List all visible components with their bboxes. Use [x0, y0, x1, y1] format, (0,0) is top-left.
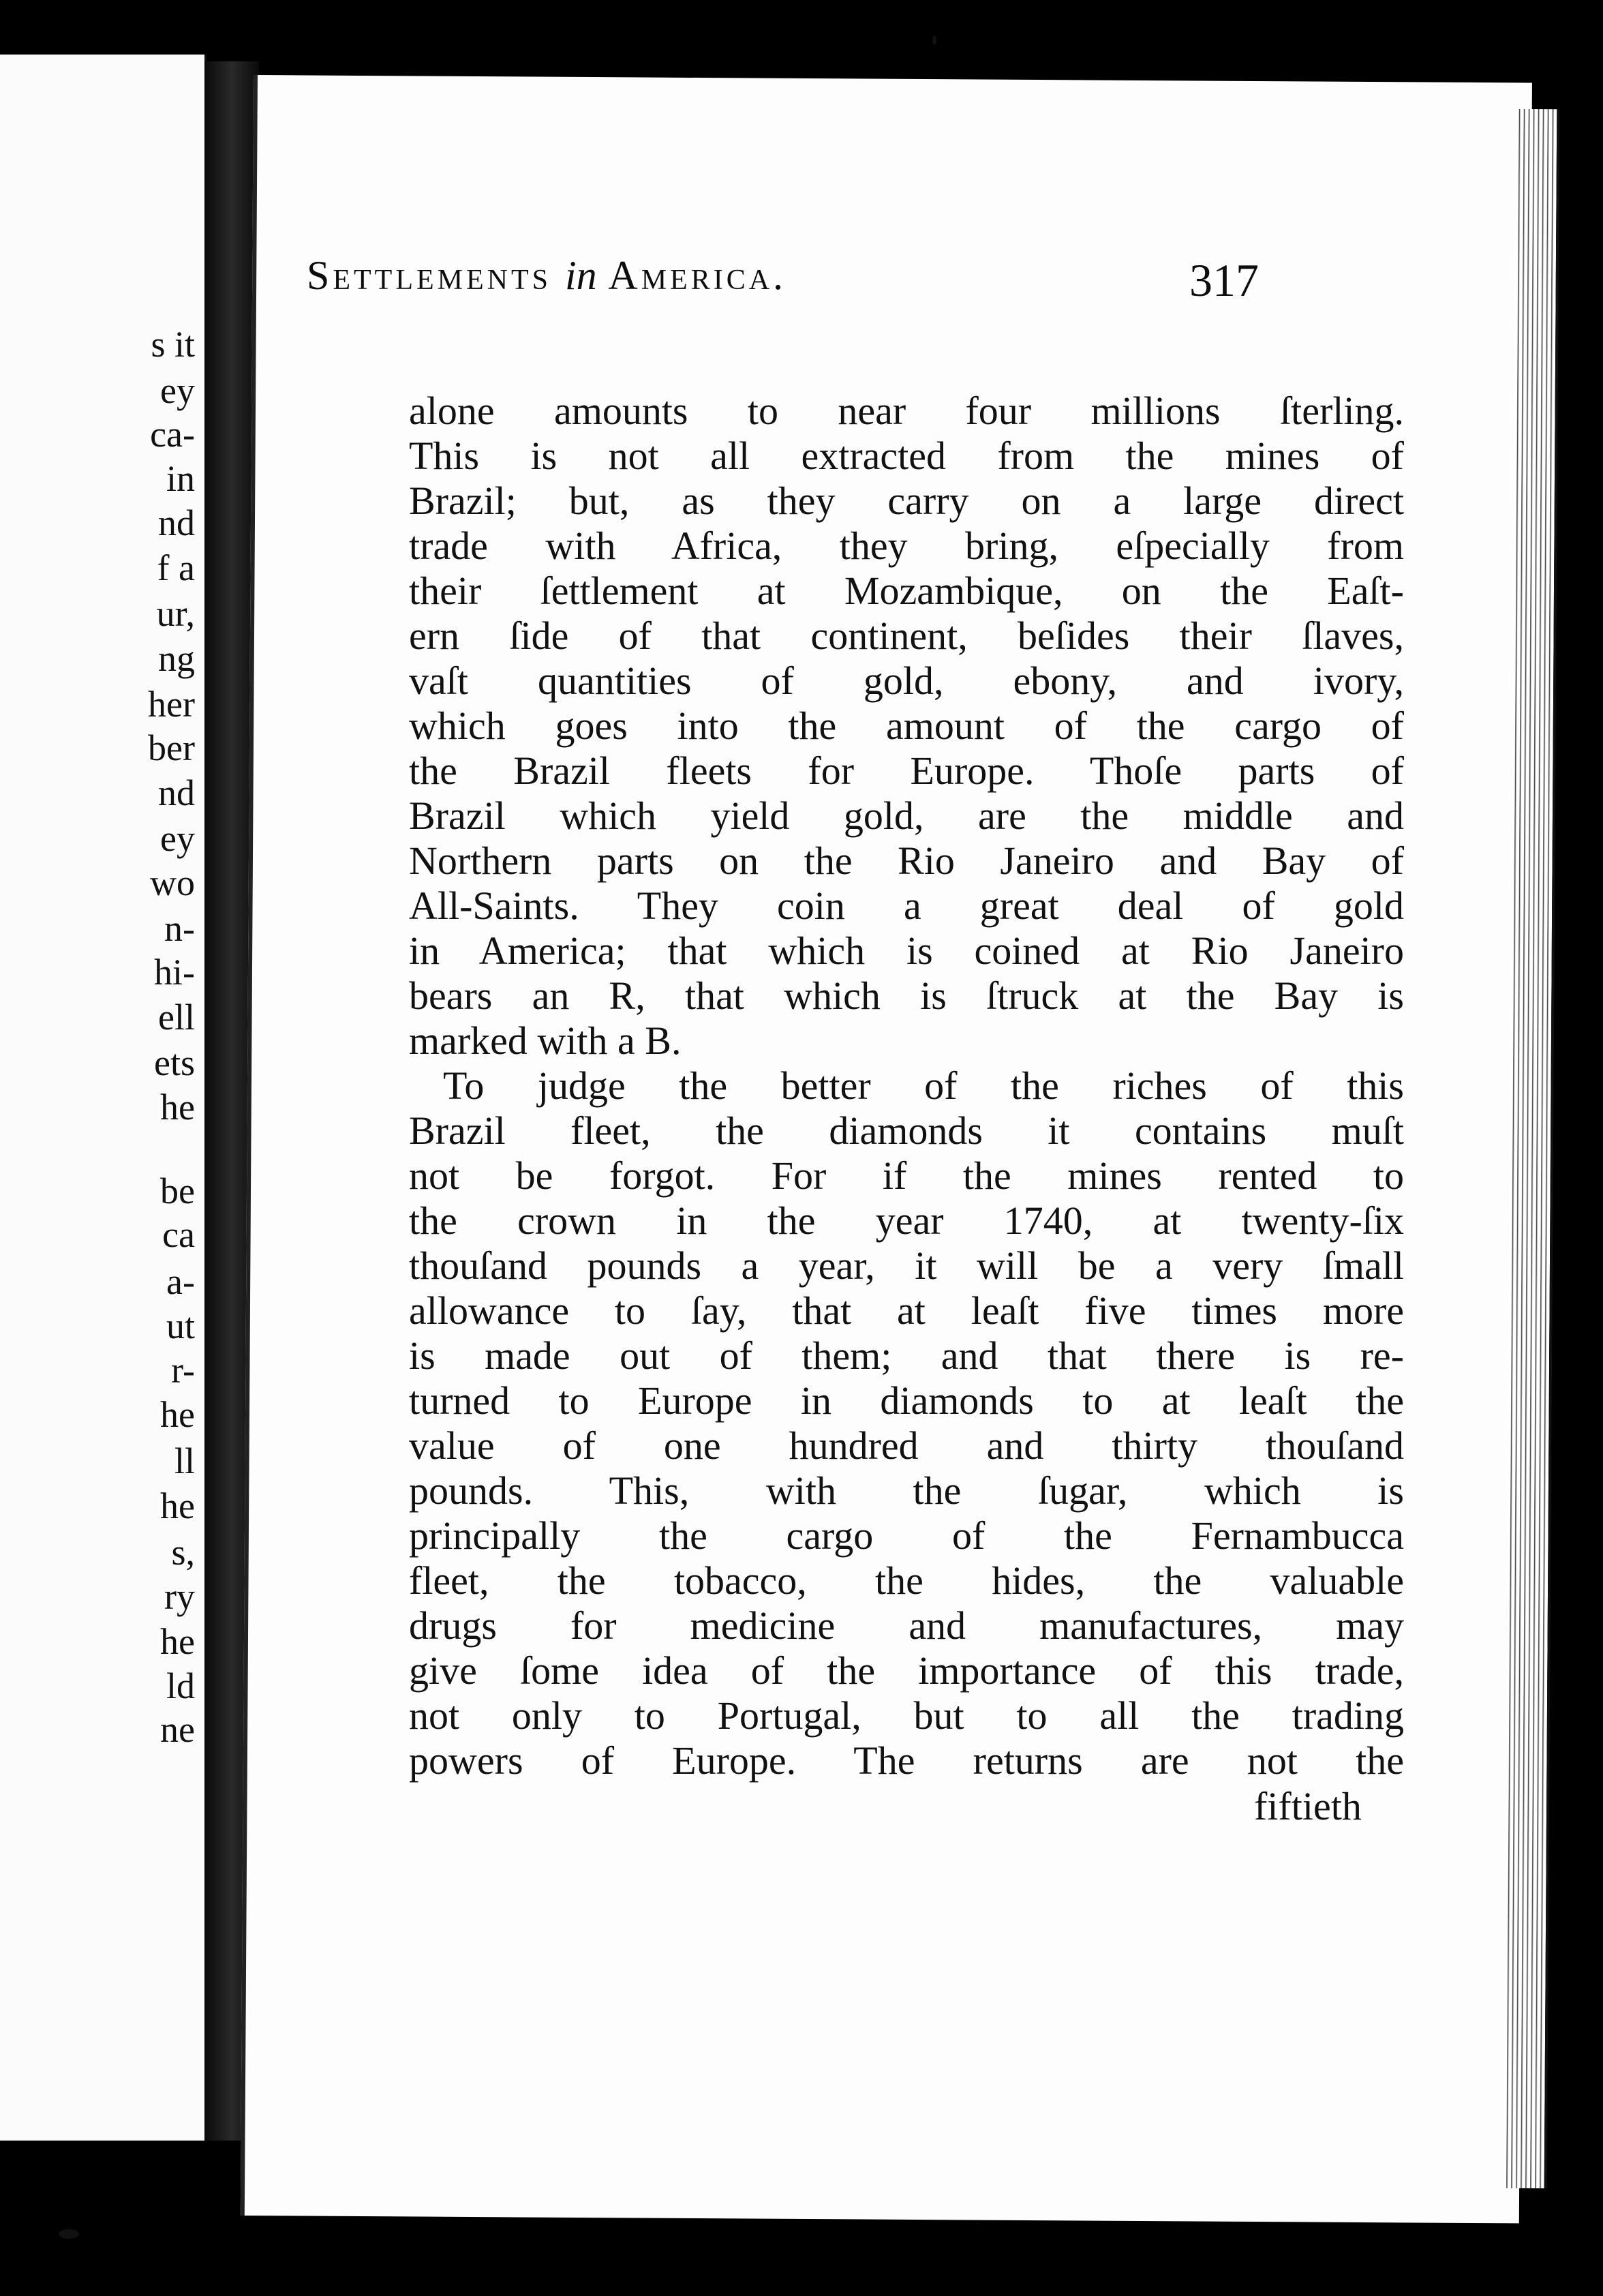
text-line: thouſand pounds a year, it will be a very ſmall — [409, 1243, 1404, 1288]
running-head-title-a: Settlements — [307, 253, 565, 298]
text-line: Brazil fleet, the diamonds it contains muſt — [409, 1108, 1404, 1153]
left-page-fragment: he — [160, 1485, 195, 1526]
text-line: the Brazil fleets for Europe. Thoſe parts of — [409, 749, 1404, 793]
left-page-fragment: ca- — [150, 414, 195, 455]
text-line: in America; that which is coined at Rio Janeiro — [409, 928, 1404, 973]
text-line: To judge the better of the riches of this — [443, 1063, 1404, 1108]
left-page-fragment: ber — [148, 727, 195, 768]
left-page-fragment: ry — [164, 1576, 195, 1617]
facing-page-left — [0, 55, 207, 2141]
left-page-fragment: ets — [154, 1042, 195, 1083]
left-page-fragment: nd — [158, 502, 195, 543]
left-page-fragment: ne — [160, 1709, 195, 1750]
text-line: This is not all extracted from the mines of — [409, 434, 1404, 478]
left-page-fragment: hi- — [154, 952, 195, 993]
text-line: allowance to ſay, that at leaſt five times more — [409, 1288, 1404, 1333]
text-line: their ſettlement at Mozambique, on the Eaſt- — [409, 569, 1404, 613]
left-page-fragment: in — [166, 458, 195, 499]
text-line: alone amounts to near four millions ſterling. — [409, 389, 1404, 433]
text-line: the crown in the year 1740, at twenty-ſix — [409, 1198, 1404, 1243]
left-page-fragment: he — [160, 1087, 195, 1128]
left-page-fragment: ll — [174, 1440, 195, 1481]
left-page-fragment: ca — [162, 1214, 195, 1255]
left-page-fragment: r- — [171, 1350, 195, 1391]
left-page-fragment: he — [160, 1621, 195, 1662]
text-line: ern ſide of that continent, beſides their ſlaves, — [409, 614, 1404, 658]
left-page-fragment: wo — [150, 862, 195, 903]
text-line: vaſt quantities of gold, ebony, and ivory, — [409, 659, 1404, 703]
left-page-fragment: n- — [164, 908, 195, 949]
left-page-fragment: s, — [171, 1532, 195, 1573]
running-head-title-in: in — [565, 253, 597, 298]
text-line: drugs for medicine and manufactures, may — [409, 1603, 1404, 1648]
text-line: trade with Africa, they bring, eſpecially from — [409, 524, 1404, 568]
left-page-fragment: ut — [166, 1305, 195, 1346]
left-page-fragment: ey — [160, 818, 195, 859]
text-line: value of one hundred and thirty thouſand — [409, 1423, 1404, 1468]
ink-speck — [932, 35, 936, 45]
text-line: Brazil which yield gold, are the middle and — [409, 794, 1404, 838]
text-line: Northern parts on the Rio Janeiro and Bay of — [409, 839, 1404, 883]
left-page-fragment: ld — [166, 1665, 195, 1706]
text-line: powers of Europe. The returns are not the — [409, 1738, 1404, 1783]
left-page-fragment: be — [160, 1170, 195, 1211]
catchword: fiftieth — [1254, 1784, 1362, 1828]
left-page-fragment: ell — [158, 997, 195, 1038]
text-line: give ſome idea of the importance of this trade, — [409, 1648, 1404, 1693]
left-page-fragment: a- — [166, 1261, 195, 1302]
text-line: marked with a B. — [409, 1018, 682, 1063]
left-page-fragment: ur, — [156, 593, 195, 634]
running-head-title-c: America. — [596, 253, 787, 298]
left-page-fragment: ey — [160, 370, 195, 411]
text-line: principally the cargo of the Fernambucca — [409, 1513, 1404, 1558]
ink-speck — [59, 2229, 79, 2239]
page-number: 317 — [1189, 254, 1259, 306]
left-page-fragment: nd — [158, 772, 195, 813]
left-page-fragment: he — [160, 1394, 195, 1435]
text-line: Brazil; but, as they carry on a large direct — [409, 479, 1404, 523]
left-page-fragment: s it — [151, 324, 195, 365]
left-page-fragment: her — [148, 684, 195, 725]
text-line: is made out of them; and that there is re- — [409, 1333, 1404, 1378]
text-line: fleet, the tobacco, the hides, the valuable — [409, 1558, 1404, 1603]
text-line: not only to Portugal, but to all the trading — [409, 1693, 1404, 1738]
text-line: not be forgot. For if the mines rented to — [409, 1153, 1404, 1198]
text-line: All-Saints. They coin a great deal of gold — [409, 883, 1404, 928]
text-line: pounds. This, with the ſugar, which is — [409, 1468, 1404, 1513]
text-line: bears an R, that which is ſtruck at the Bay is — [409, 973, 1404, 1018]
text-line: turned to Europe in diamonds to at leaſt the — [409, 1378, 1404, 1423]
left-page-fragment: ng — [158, 638, 195, 679]
text-line: which goes into the amount of the cargo of — [409, 704, 1404, 748]
left-page-fragment: f a — [157, 547, 195, 588]
running-head — [307, 252, 1315, 299]
